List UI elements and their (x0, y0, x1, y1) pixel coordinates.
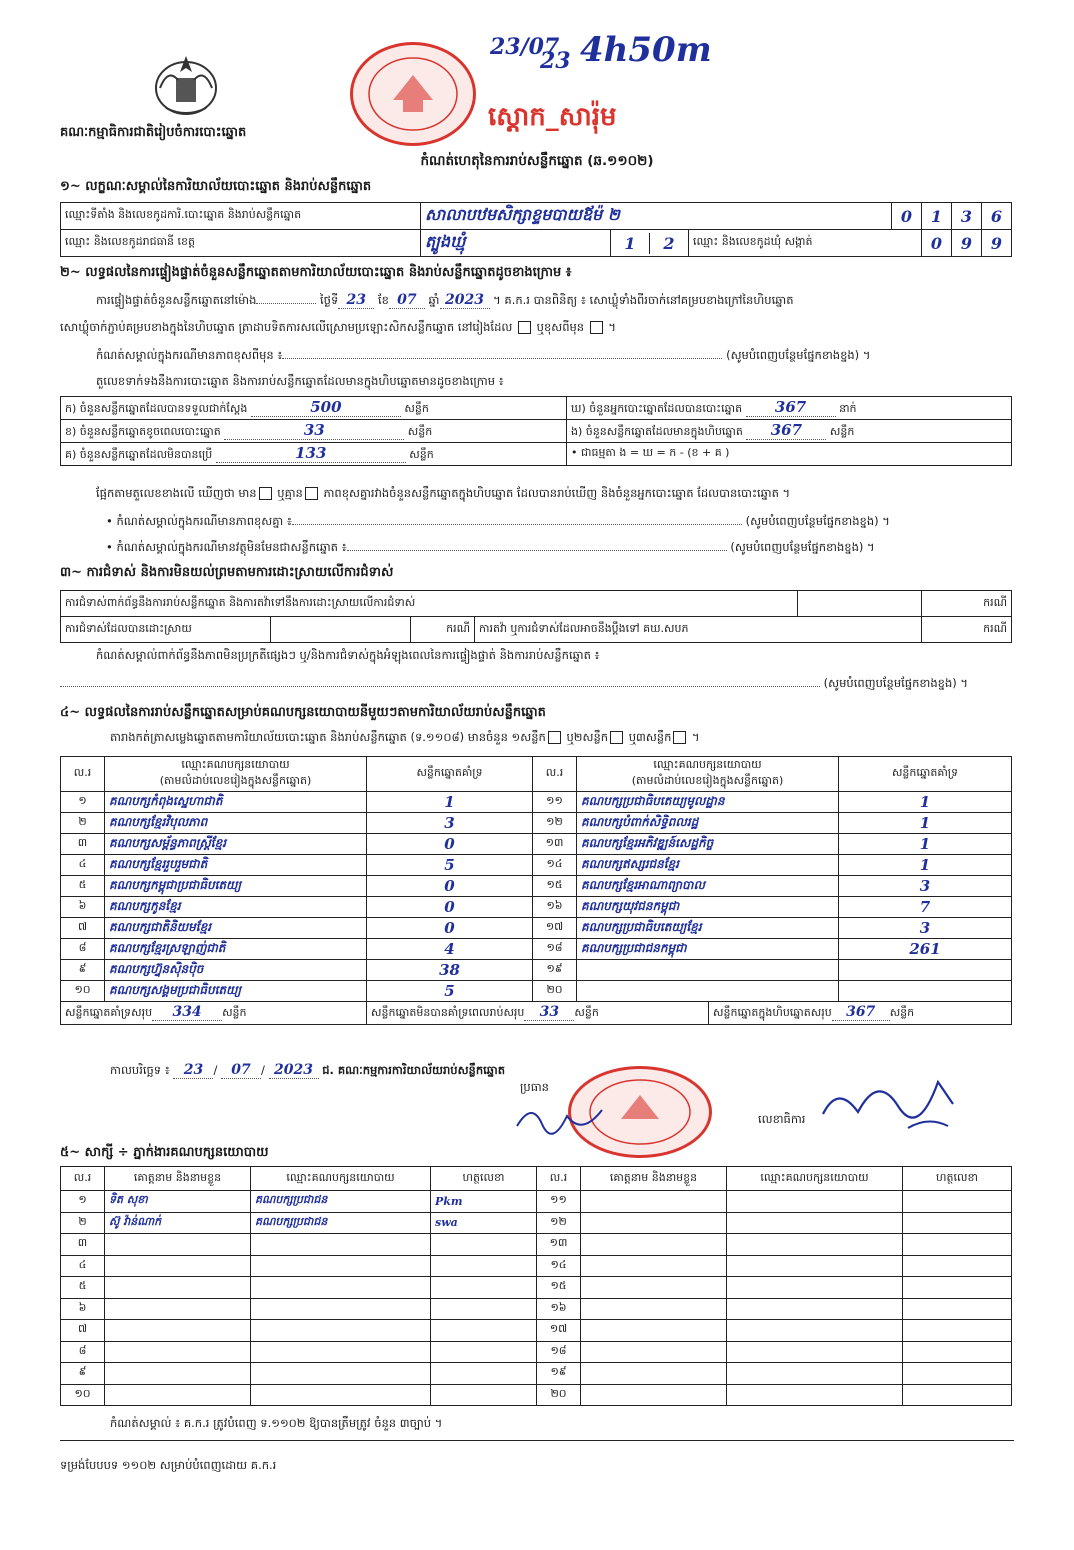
party-votes: 5 (367, 981, 533, 1002)
party-votes: 261 (839, 939, 1012, 960)
witness-party (727, 1363, 903, 1385)
witness-party (727, 1277, 903, 1299)
complaints-table: ការជំទាស់ពាក់ព័ន្ធនឹងការរាប់សន្លឹកឆ្នោត និងការតវ៉ាទៅនឹងការដោះស្រាយលើការជំទាស់ ករណី ការជំទាស់ដែលបានដោះស្រាយ ករណី ការតវ៉ា ឬការជំទាស់ដែលអាចនឹងប្ដឹងទៅ គឃ.សបភ ករណី (60, 590, 1012, 643)
results-row (61, 939, 1012, 960)
party-name: គណបក្សបំពាក់សិទ្ធិពលរដ្ឋ (577, 813, 839, 834)
witness-signature (431, 1341, 537, 1363)
commune-digit-2: 9 (952, 230, 982, 257)
witness-party: គណបក្សប្រជាជន (251, 1212, 431, 1234)
signing-date-line: កាលបរិច្ឆេទ ៖ 23 / 07 / 2023 ជ. គណៈកម្មការការិយាល័យរាប់សន្លឹកឆ្នោត (110, 1062, 506, 1078)
witness-number: ៩ (61, 1363, 105, 1385)
location-label: ឈ្មោះទីតាំង និងលេខកូដការិ.បោះឆ្នោត និងរាប់សន្លឹកឆ្នោត (61, 203, 421, 230)
witness-signature (431, 1320, 537, 1342)
commune-digit-1: 0 (922, 230, 952, 257)
witness-row (61, 1384, 1012, 1406)
witness-signature (903, 1363, 1012, 1385)
party-name: គណបក្សសង្គមប្រជាធិបតេយ្យ (105, 981, 367, 1002)
footer-divider (60, 1440, 1014, 1441)
witness-signature (903, 1320, 1012, 1342)
witness-number: ២០ (537, 1384, 581, 1406)
party-name: គណបក្សខ្មែររួបរួមជាតិ (105, 855, 367, 876)
witness-number: ៤ (61, 1255, 105, 1277)
party-name (577, 960, 839, 981)
party-votes: 4 (367, 939, 533, 960)
national-emblem-icon (148, 48, 224, 120)
witness-number: ១២ (537, 1212, 581, 1234)
witness-party: គណបក្សប្រជាជន (251, 1191, 431, 1213)
party-votes: 0 (367, 897, 533, 918)
witness-name (581, 1363, 727, 1385)
party-number: ១២ (533, 813, 577, 834)
party-votes: 3 (367, 813, 533, 834)
party-number: ៧ (61, 918, 105, 939)
different-checkbox[interactable] (590, 321, 603, 334)
party-votes: 0 (367, 876, 533, 897)
witness-name (581, 1298, 727, 1320)
party-votes: 1 (839, 813, 1012, 834)
witness-signature: swa (431, 1212, 537, 1234)
witness-party (251, 1341, 431, 1363)
party-votes: 1 (839, 792, 1012, 813)
results-row (61, 834, 1012, 855)
witness-row (61, 1363, 1012, 1385)
party-name (577, 981, 839, 1002)
witness-name (105, 1277, 251, 1299)
witness-row (61, 1234, 1012, 1256)
witness-signature: Pkm (431, 1191, 537, 1213)
witness-name (581, 1191, 727, 1213)
section2-title: ២~ លទ្ធផលនៃការផ្ទៀងផ្ទាត់ចំនួនសន្លឹកឆ្នោតតាមការិយាល័យបោះឆ្នោត និងរាប់សន្លឹកឆ្នោតដូចខាងក្រោម ៖ (60, 265, 572, 280)
party-votes: 3 (839, 918, 1012, 939)
party-name: គណបក្សសម្ព័ន្ធភាពស្រ្តីខ្មែរ (105, 834, 367, 855)
witness-party (727, 1255, 903, 1277)
witness-row (61, 1255, 1012, 1277)
witness-name: ស៊ូ វ៉ាន់ណាក់ (105, 1212, 251, 1234)
party-votes (839, 960, 1012, 981)
section3-title: ៣~ ការជំទាស់ និងការមិនយល់ព្រមតាមការដោះស្រាយលើការជំទាស់ (60, 565, 394, 580)
results-row (61, 897, 1012, 918)
party-number: ១៨ (533, 939, 577, 960)
witness-number: ១១ (537, 1191, 581, 1213)
party-votes (839, 981, 1012, 1002)
party-votes: 5 (367, 855, 533, 876)
tally-intro: តារាងកត់ត្រាសម្លេងឆ្នោតតាមការិយាល័យបោះឆ្នោត និងរាប់សន្លឹកឆ្នោត (ទ.១១០៨) មានចំនួន ១សន្លឹក ឬ២សន្លឹក ឬ៣សន្លឹក ។ (110, 730, 700, 744)
witness-party (251, 1277, 431, 1299)
secretary-label: លេខាធិការ (758, 1112, 806, 1126)
one-sheet-checkbox[interactable] (548, 731, 561, 744)
results-row (61, 918, 1012, 939)
witness-row (61, 1320, 1012, 1342)
witness-note: កំណត់សម្គាល់ ៖ គ.ក.រ ត្រូវបំពេញ ទ.១១០២ ឱ្យបានត្រឹមត្រូវ ចំនួន ៣ច្បាប់ ។ (110, 1416, 443, 1430)
province-label: ឈ្មោះ និងលេខកូដរាជធានី ខេត្ត (61, 230, 421, 257)
witness-signature (431, 1277, 537, 1299)
figures-table (60, 396, 1012, 466)
witness-party (727, 1212, 903, 1234)
witness-name (581, 1212, 727, 1234)
figures-row-c: គ) ចំនួនសន្លឹកឆ្នោតដែលមិនបានប្រើ 133 សន្លឹក • ជាធម្មតា ង = ឃ = ក - (ខ + គ ) (61, 443, 1012, 466)
witness-number: ១៨ (537, 1341, 581, 1363)
party-name: គណបក្សខ្មែរវិបុលភាព (105, 813, 367, 834)
figures-row-b: ខ) ចំនួនសន្លឹកឆ្នោតខូចពេលបោះឆ្នោត 33 សន្លឹក ង) ចំនួនសន្លឹកឆ្នោតដែលមានក្នុងហិបឆ្នោត 367 សន្លឹក (61, 420, 1012, 443)
witness-party (251, 1384, 431, 1406)
witness-name (581, 1384, 727, 1406)
witness-party (251, 1363, 431, 1385)
results-row (61, 855, 1012, 876)
party-name: គណបក្សខ្មែរស្រឡាញ់ជាតិ (105, 939, 367, 960)
witness-name (105, 1363, 251, 1385)
official-seal-stamp (350, 42, 476, 146)
irregularity-note: កំណត់សម្គាល់ពាក់ព័ន្ធនឹងភាពមិនប្រក្រតីផ្សេងៗ ឬ/និងការជំទាស់ក្នុងអំឡុងពេលនៃការផ្ទៀងផ្ទាត់ និងការរាប់សន្លឹកឆ្នោត ៖ (96, 648, 600, 662)
witness-name (105, 1234, 251, 1256)
witness-name: ទិត សុខា (105, 1191, 251, 1213)
results-row (61, 876, 1012, 897)
witness-signature (431, 1255, 537, 1277)
witness-name (581, 1320, 727, 1342)
same-checkbox[interactable] (518, 321, 531, 334)
location-digit-2: 1 (922, 203, 952, 230)
party-number: ៩ (61, 960, 105, 981)
hand-year: 23 (540, 48, 571, 74)
party-name: គណបក្សជាតិនិយមខ្មែរ (105, 918, 367, 939)
party-name: គណបក្សប្រជាជនកម្ពុជា (577, 939, 839, 960)
witness-row (61, 1191, 1012, 1213)
witness-number: ៥ (61, 1277, 105, 1299)
party-name: គណបក្សកំពុងស្នេហាជាតិ (105, 792, 367, 813)
party-number: ១៩ (533, 960, 577, 981)
witness-number: ១៤ (537, 1255, 581, 1277)
witness-signature (431, 1298, 537, 1320)
witness-party (727, 1320, 903, 1342)
witness-name (105, 1255, 251, 1277)
party-votes: 7 (839, 897, 1012, 918)
results-row (61, 981, 1012, 1002)
witness-row (61, 1212, 1012, 1234)
results-row (61, 792, 1012, 813)
party-votes: 0 (367, 834, 533, 855)
party-name: គណបក្សយុវជនកម្ពុជា (577, 897, 839, 918)
party-name: គណបក្សកូនខ្មែរ (105, 897, 367, 918)
witness-signature (903, 1341, 1012, 1363)
location-value: សាលាបឋមសិក្សាខ្ទមបាយឪម៉ ២ (421, 203, 892, 230)
party-number: ៥ (61, 876, 105, 897)
province-code-1: 1 (611, 233, 650, 254)
witness-table: ល.រ គោត្តនាម និងនាមខ្លួន ឈ្មោះគណបក្សនយោបាយ ហត្ថលេខា ល.រ គោត្តនាម និងនាមខ្លួន ឈ្មោះគណបក្សនយោបាយ ហត្ថលេខា ១ ទិត សុខា គណបក្សប្រជាជន Pkm ១១ ២ ស៊ូ វ៉ាន់ណាក់ គណបក្សប្រជាជន swa ១២ ៣ ១៣ ៤ ១៤ ៥ ១៥ ៦ ១៦ ៧ ១៧ ៨ ១៨ ៩ ១៩ ១០ ២០ (60, 1166, 1012, 1406)
verification-line-2: សោឃ្លុំចាក់ភ្ជាប់គម្របខាងក្នុងនៃហិបឆ្នោត ត្រាដាបទិតការសលើស្រោមប្រឡោះសិកសន្លឹកឆ្នោត នៅរៀងដែល ឬខុសពីមុន ។ (60, 320, 616, 334)
section1-title: ១~ លក្ខណៈសម្គាល់នៃការិយាល័យបោះឆ្នោត និងរាប់សន្លឹកឆ្នោត (60, 179, 372, 194)
witness-signature (903, 1277, 1012, 1299)
witness-party (727, 1384, 903, 1406)
witness-number: ៣ (61, 1234, 105, 1256)
witness-party (727, 1234, 903, 1256)
no-difference-checkbox[interactable] (305, 487, 318, 500)
witness-row (61, 1298, 1012, 1320)
chair-label: ប្រធាន (520, 1080, 549, 1094)
witness-number: ១៥ (537, 1277, 581, 1299)
two-sheet-checkbox[interactable] (610, 731, 623, 744)
party-number: ៣ (61, 834, 105, 855)
witness-name (581, 1255, 727, 1277)
witness-number: ១៣ (537, 1234, 581, 1256)
party-votes: 0 (367, 918, 533, 939)
province-code-2: 2 (663, 233, 675, 253)
witness-signature (431, 1363, 537, 1385)
witness-party (727, 1191, 903, 1213)
location-digit-3: 3 (952, 203, 982, 230)
figures-row-a: ក) ចំនួនសន្លឹកឆ្នោតដែលបានទទួលជាក់ស្ដែង 500 សន្លឹក ឃ) ចំនួនអ្នកបោះឆ្នោតដែលបានបោះឆ្នោត 367 នាក់ (61, 397, 1012, 420)
witness-party (251, 1255, 431, 1277)
party-name: គណបក្សខ្មែរអភិវឌ្ឍន៍សេដ្ឋកិច្ច (577, 834, 839, 855)
party-number: ៤ (61, 855, 105, 876)
witness-party (251, 1234, 431, 1256)
party-number: ១១ (533, 792, 577, 813)
witness-signature (903, 1191, 1012, 1213)
party-votes: 1 (839, 855, 1012, 876)
witness-name (581, 1234, 727, 1256)
witness-name (105, 1384, 251, 1406)
witness-name (105, 1298, 251, 1320)
form-footer: ទម្រង់បែបបទ ១១០២ សម្រាប់បំពេញដោយ គ.ក.រ (60, 1458, 277, 1472)
party-votes: 38 (367, 960, 533, 981)
difference-note: • កំណត់សម្គាល់ក្នុងករណីមានភាពខុសគ្នា ៖ (សូមបំពេញបន្ថែមផ្នែកខាងខ្នង) ។ (106, 514, 890, 528)
three-sheet-checkbox[interactable] (673, 731, 686, 744)
location-digit-1: 0 (892, 203, 922, 230)
party-number: ៨ (61, 939, 105, 960)
witness-signature (903, 1255, 1012, 1277)
witness-signature (903, 1298, 1012, 1320)
results-row (61, 960, 1012, 981)
party-name: គណបក្សហ្វ៊ុនស៊ិនប៉ិច (105, 960, 367, 981)
witness-name (581, 1341, 727, 1363)
witness-number: ១៧ (537, 1320, 581, 1342)
witness-party (727, 1298, 903, 1320)
verification-line-1: ការផ្ទៀងផ្ទាត់ចំនួនសន្លឹកឆ្នោតនៅម៉ោង ថ្ងៃទី 23 ខែ 07 ឆ្នាំ 2023 ។ គ.ក.រ បានពិនិត្យ ៖ សោឃ្លុំទាំងពីរចាក់នៅគម្របខាងក្រៅនៃហិបឆ្នោត (96, 292, 794, 308)
totals-row: សន្លឹកឆ្នោតគាំទ្រសរុប 334 សន្លឹក សន្លឹកឆ្នោតមិនបានគាំទ្រពេលរាប់សរុប 33 សន្លឹក សន្លឹកឆ្នោតក្នុងហិបឆ្នោតសរុប 367 សន្លឹក (61, 1002, 1012, 1025)
party-votes: 1 (839, 834, 1012, 855)
witness-signature (903, 1212, 1012, 1234)
witness-signature (431, 1384, 537, 1406)
witness-number: ១០ (61, 1384, 105, 1406)
chair-signature (512, 1096, 612, 1145)
witness-signature (903, 1234, 1012, 1256)
difference-note-line: កំណត់សម្គាល់ក្នុងករណីមានភាពខុសពីមុន ៖ (សូមបំពេញបន្ថែមផ្នែកខាងខ្នង) ។ (96, 348, 871, 362)
form-title: កំណត់ហេតុនៃការរាប់សន្លឹកឆ្នោត (ឆ.១១០២) (420, 153, 654, 169)
has-difference-checkbox[interactable] (259, 487, 272, 500)
party-number: ១០ (61, 981, 105, 1002)
witness-party (727, 1341, 903, 1363)
section5-title: ៥~ សាក្សី ÷ ភ្នាក់ងារគណបក្សនយោបាយ (60, 1145, 269, 1160)
hand-date: 23/07 (490, 34, 560, 60)
results-table: ល.រ ឈ្មោះគណបក្សនយោបាយ (តាមលំដាប់លេខរៀងក្នុងសន្លឹកឆ្នោត) សន្លឹកឆ្នោតគាំទ្រ ល.រ ឈ្មោះគណបក្សនយោបាយ (តាមលំដាប់លេខរៀងក្នុងសន្លឹកឆ្នោត) សន្លឹកឆ្នោតគាំទ្រ ១ គណបក្សកំពុងស្នេហាជាតិ 1 ១១ គណបក្សប្រជាធិបតេយ្យមូលដ្ឋាន 1 ២ គណបក្សខ្មែរវិបុលភាព 3 ១២ គណបក្សបំពាក់សិទ្ធិពលរដ្ឋ 1 ៣ គណបក្សសម្ព័ន្ធភាពស្រ្តីខ្មែរ 0 ១៣ គណបក្សខ្មែរអភិវឌ្ឍន៍សេដ្ឋកិច្ច 1 ៤ គណបក្សខ្មែររួបរួមជាតិ 5 ១៤ គណបក្សឥស្សរជនខ្មែរ 1 ៥ គណបក្សកម្ពុជាប្រជាធិបតេយ្យ 0 ១៥ គណបក្សខ្មែរអាណាព្យាបាល 3 ៦ គណបក្សកូនខ្មែរ 0 ១៦ គណបក្សយុវជនកម្ពុជា 7 ៧ គណបក្សជាតិនិយមខ្មែរ 0 ១៧ គណបក្សប្រជាធិបតេយ្យខ្មែរ 3 ៨ គណបក្សខ្មែរស្រឡាញ់ជាតិ 4 ១៨ គណបក្សប្រជាជនកម្ពុជា 261 ៩ គណបក្សហ្វ៊ុនស៊ិនប៉ិច 38 ១៩ ១០ គណបក្សសង្គមប្រជាធិបតេយ្យ 5 ២០ សន្លឹកឆ្នោតគាំទ្រសរុប 334 សន្លឹក សន្លឹកឆ្នោតមិនបានគាំទ្រពេលរាប់សរុប 33 សន្លឹក សន្លឹកឆ្នោតក្នុងហិបឆ្នោតសរុប 367 សន្លឹក (60, 756, 1012, 1025)
witness-number: ៧ (61, 1320, 105, 1342)
party-name: គណបក្សប្រជាធិបតេយ្យខ្មែរ (577, 918, 839, 939)
witness-number: ៨ (61, 1341, 105, 1363)
witness-number: ១៩ (537, 1363, 581, 1385)
witness-name (105, 1320, 251, 1342)
witness-number: ១៦ (537, 1298, 581, 1320)
commune-label: ឈ្មោះ និងលេខកូដឃុំ សង្កាត់ (689, 230, 922, 257)
witness-row (61, 1277, 1012, 1299)
witness-number: ១ (61, 1191, 105, 1213)
difference-check-line: ផ្អែកតាមតួលេខខាងលើ ឃើញថា មាន ឬគ្មាន ភាពខុសគ្នារវាងចំនួនសន្លឹកឆ្នោតក្នុងហិបឆ្នោត ដែលបានរាប់ឃើញ និងចំនួនអ្នកបោះឆ្នោត ដែលបានបោះឆ្នោត ។ (96, 486, 791, 500)
witness-name (581, 1277, 727, 1299)
province-value: ត្បូងឃ្មុំ (421, 230, 611, 257)
party-number: ១៥ (533, 876, 577, 897)
party-name: គណបក្សខ្មែរអាណាព្យាបាល (577, 876, 839, 897)
witness-row (61, 1341, 1012, 1363)
party-number: ២ (61, 813, 105, 834)
hand-commune-name: ស្តោក_សារ៉ុម (488, 102, 617, 132)
party-votes: 1 (367, 792, 533, 813)
party-number: ១៦ (533, 897, 577, 918)
non-ballot-note: • កំណត់សម្គាល់ក្នុងករណីមានវត្ថុមិនមែនជាសន្លឹកឆ្នោត ៖ (សូមបំពេញបន្ថែមផ្នែកខាងខ្នង) ។ (106, 540, 875, 554)
results-row (61, 813, 1012, 834)
witness-party (251, 1320, 431, 1342)
hand-time: 4h50m (580, 30, 712, 70)
party-number: ១៧ (533, 918, 577, 939)
irregularity-note-line: (សូមបំពេញបន្ថែមផ្នែកខាងខ្នង) ។ (60, 676, 1014, 693)
party-name: គណបក្សប្រជាធិបតេយ្យមូលដ្ឋាន (577, 792, 839, 813)
section4-title: ៤~ លទ្ធផលនៃការរាប់សន្លឹកឆ្នោតសម្រាប់គណបក្សនយោបាយនីមួយៗតាមការិយាល័យរាប់សន្លឹកឆ្នោត (60, 705, 546, 720)
witness-name (105, 1341, 251, 1363)
party-number: ២០ (533, 981, 577, 1002)
witness-number: ៦ (61, 1298, 105, 1320)
party-number: ៦ (61, 897, 105, 918)
party-number: ១៤ (533, 855, 577, 876)
witness-party (251, 1298, 431, 1320)
party-number: ១៣ (533, 834, 577, 855)
figures-intro: តួលេខទាក់ទងនឹងការបោះឆ្នោត និងការរាប់សន្លឹកឆ្នោតដែលមានក្នុងហិបឆ្នោតមានដូចខាងក្រោម ៖ (96, 374, 504, 388)
commune-digit-3: 9 (982, 230, 1012, 257)
party-votes: 3 (839, 876, 1012, 897)
party-number: ១ (61, 792, 105, 813)
party-name: គណបក្សកម្ពុជាប្រជាធិបតេយ្យ (105, 876, 367, 897)
location-digit-4: 6 (982, 203, 1012, 230)
witness-number: ២ (61, 1212, 105, 1234)
section1-table (60, 202, 1012, 257)
secretary-signature (818, 1064, 968, 1147)
witness-signature (903, 1384, 1012, 1406)
witness-signature (431, 1234, 537, 1256)
party-name: គណបក្សឥស្សរជនខ្មែរ (577, 855, 839, 876)
committee-name: គណៈកម្មាធិការជាតិរៀបចំការបោះឆ្នោត (60, 125, 247, 140)
